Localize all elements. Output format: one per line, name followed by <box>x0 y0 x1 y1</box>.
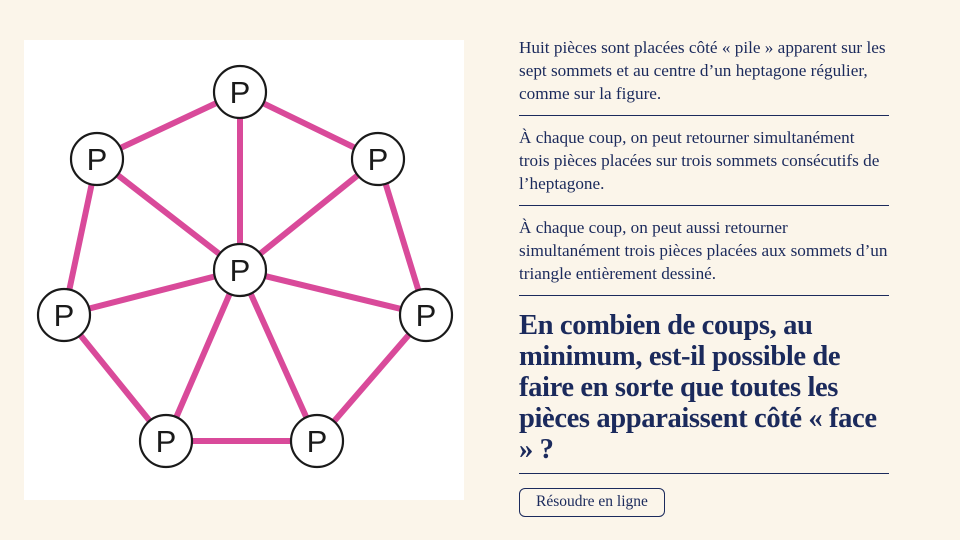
coin-vertex-5 <box>140 415 192 467</box>
coin-label: P <box>229 253 251 288</box>
heptagon-figure <box>24 40 464 500</box>
coin-label: P <box>415 298 437 333</box>
coin-label: P <box>86 142 108 177</box>
figure-coins <box>38 66 452 467</box>
coin-label: P <box>229 75 251 110</box>
statement-paragraph-3: À chaque coup, on peut aussi retourner simultanément trois pièces placées aux sommets d’un triangle entièrement dessiné. <box>519 206 889 296</box>
coin-label: P <box>367 142 389 177</box>
question-text: En combien de coups, au minimum, est-il possible de faire en sorte que toutes les pièces apparaissent côté « face » ? <box>519 296 889 474</box>
statement-paragraph-2: À chaque coup, on peut retourner simultanément trois pièces placées sur trois sommets consécutifs de l’heptagone. <box>519 116 889 206</box>
edge-7-2 <box>240 270 426 315</box>
coin-vertex-4 <box>291 415 343 467</box>
problem-statement <box>519 36 889 517</box>
coin-vertex-1 <box>214 66 266 118</box>
solve-online-button[interactable]: Résoudre en ligne <box>519 488 665 517</box>
edge-7-3 <box>240 270 317 441</box>
coin-vertex-6 <box>38 289 90 341</box>
coin-label: P <box>306 424 328 459</box>
coin-center <box>214 244 266 296</box>
edge-7-4 <box>166 270 240 441</box>
coin-label: P <box>53 298 75 333</box>
heptagon-diagram <box>24 40 464 500</box>
edge-7-5 <box>64 270 240 315</box>
edge-7-6 <box>97 159 240 270</box>
coin-vertex-2 <box>352 133 404 185</box>
coin-vertex-3 <box>400 289 452 341</box>
coin-vertex-7 <box>71 133 123 185</box>
statement-paragraph-1: Huit pièces sont placées côté « pile » apparent sur les sept sommets et au centre d’un heptagone régulier, comme sur la figure. <box>519 36 889 116</box>
coin-label: P <box>155 424 177 459</box>
